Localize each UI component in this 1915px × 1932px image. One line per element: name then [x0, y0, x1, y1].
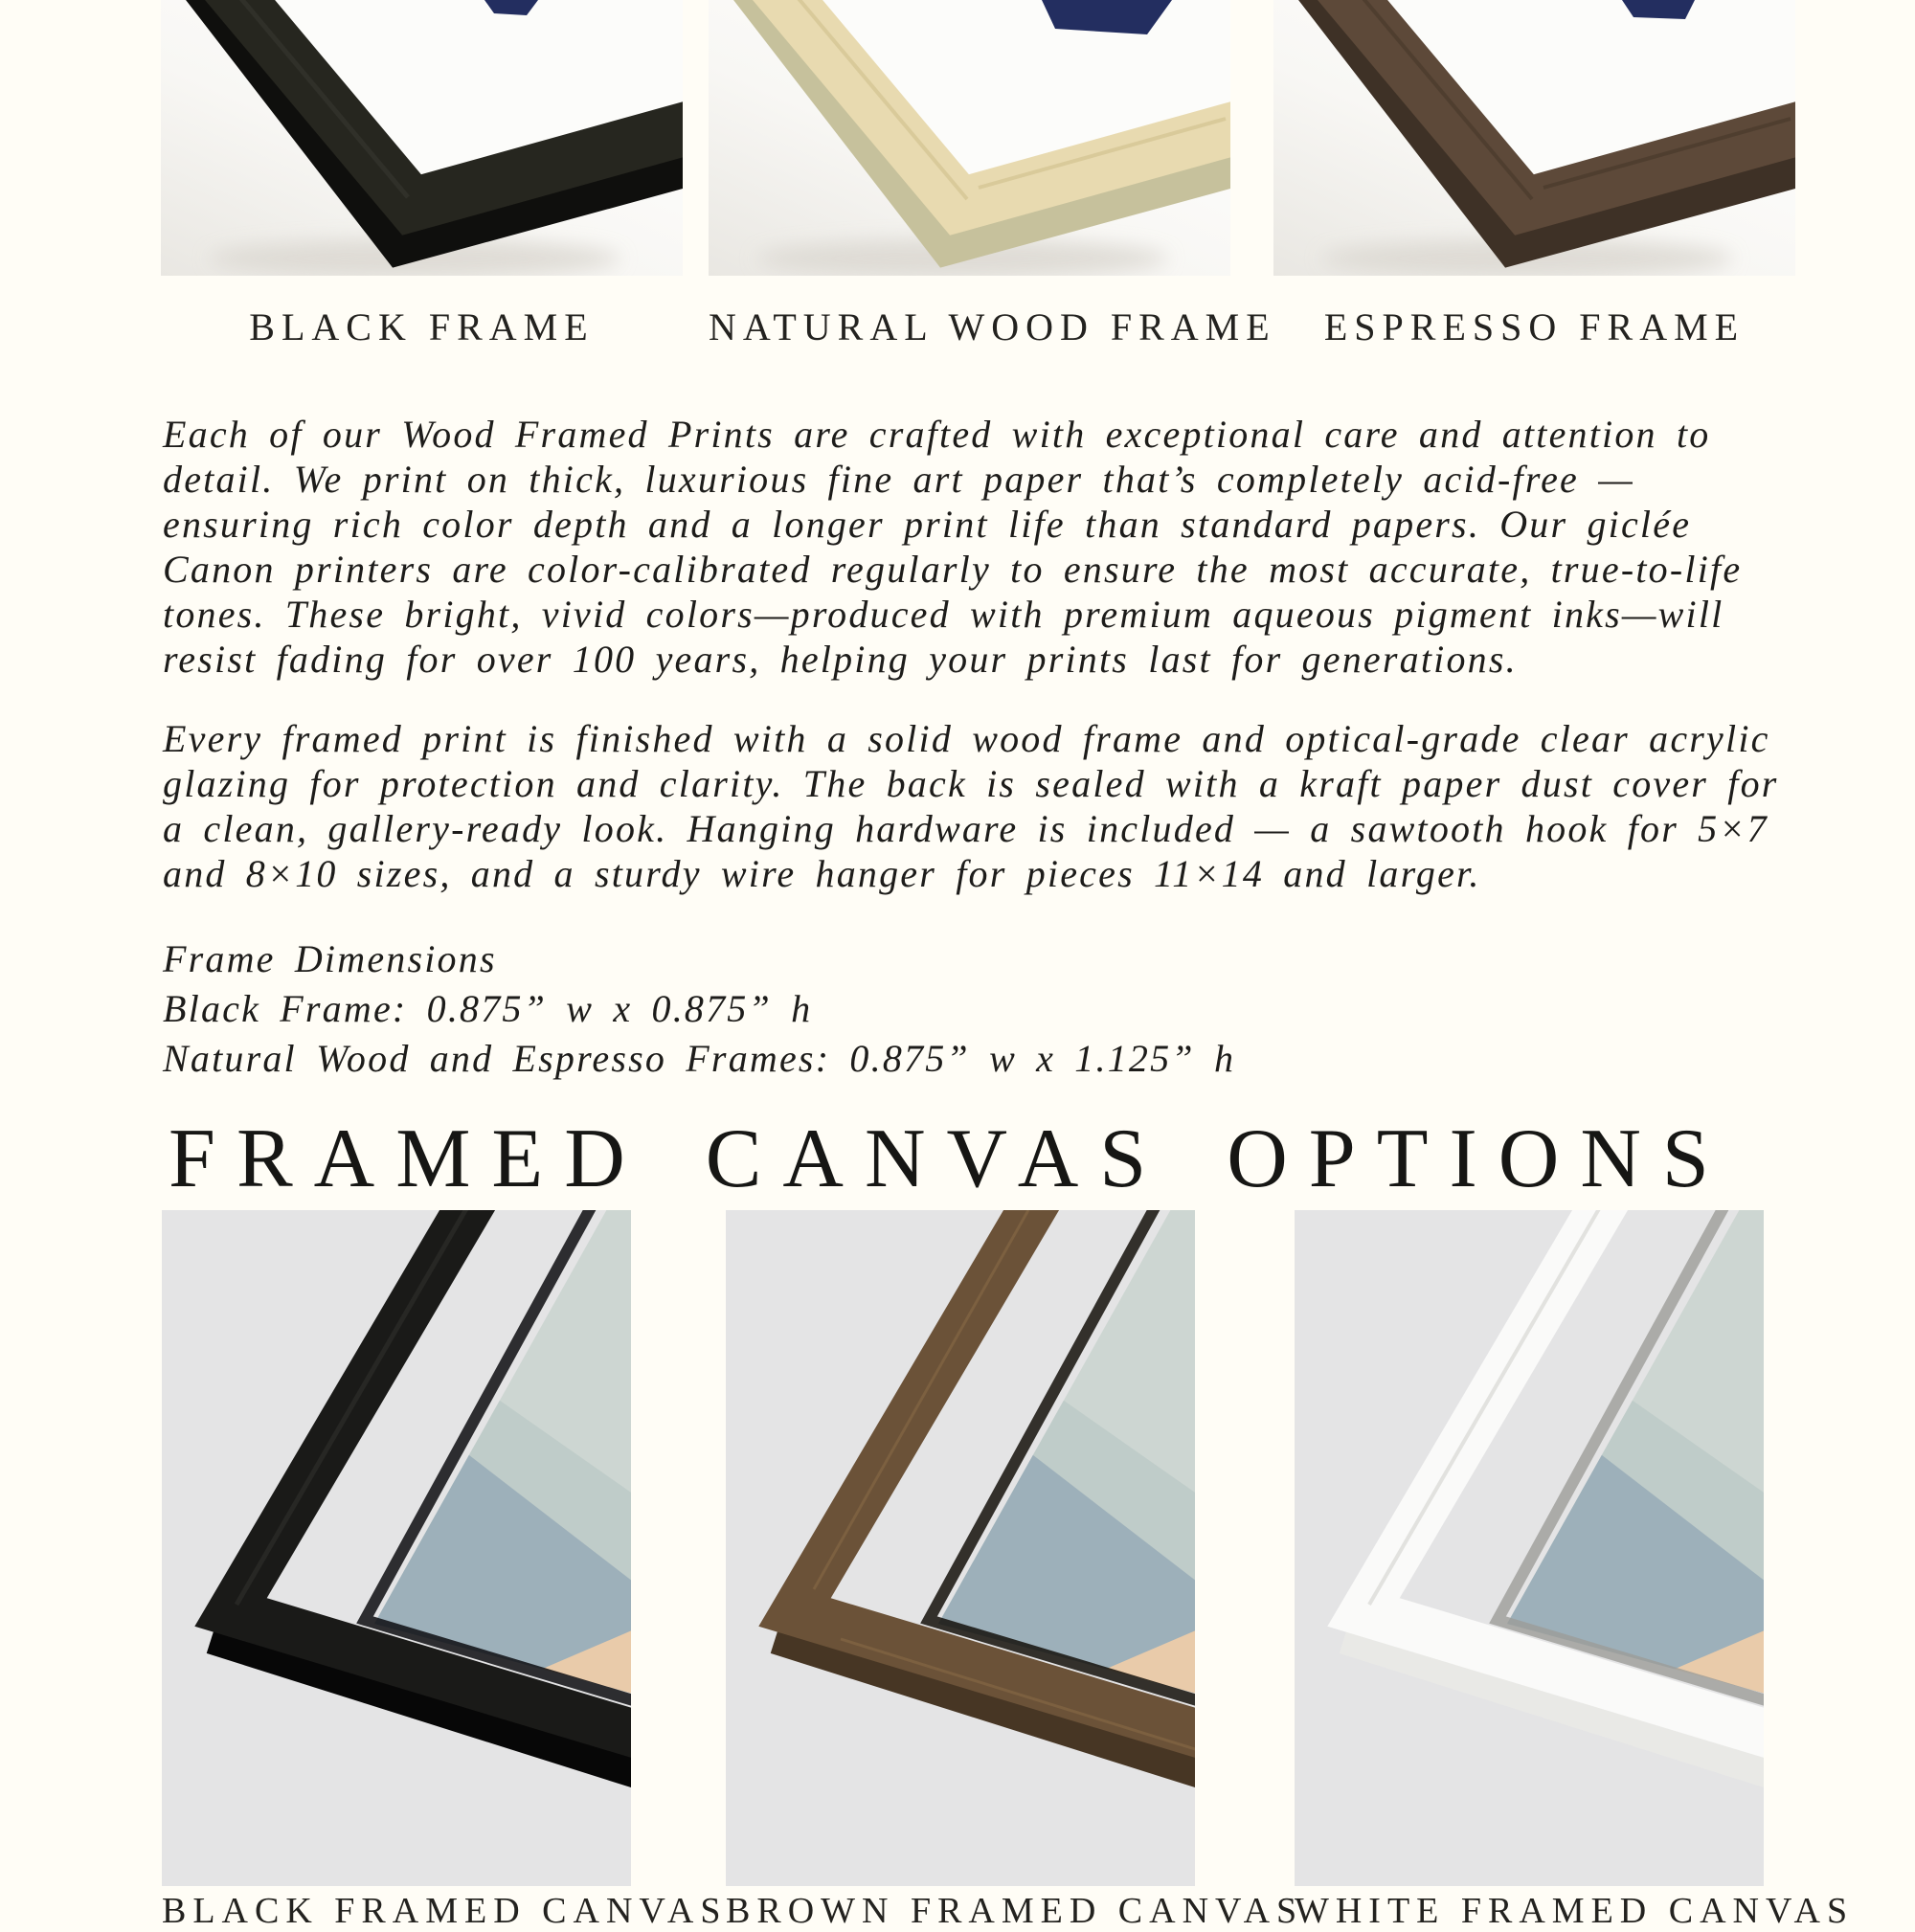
text-line: Black Frame: 0.875” w x 0.875” h	[163, 987, 813, 1030]
canvas-label-brown: BROWN FRAMED CANVAS	[726, 1891, 1304, 1931]
canvas-label-white: WHITE FRAMED CANVAS	[1295, 1891, 1855, 1931]
text-line: Every framed print is finished with a solid wood frame and optical-grade clear acrylic	[163, 717, 1770, 760]
framed-canvas-options-heading: FRAMED CANVAS OPTIONS	[169, 1112, 1730, 1205]
text-line: detail. We print on thick, luxurious fine art paper that’s completely acid-free —	[163, 458, 1634, 501]
wood-frame-photo-black	[161, 0, 683, 276]
text-line: Each of our Wood Framed Prints are crafted with exceptional care and attention to	[163, 413, 1711, 456]
frame-dimensions-block	[163, 934, 1791, 1084]
frame-label-black: BLACK FRAME	[249, 305, 595, 348]
text-line: Natural Wood and Espresso Frames: 0.875” w x 1.125” h	[163, 1037, 1236, 1080]
text-line: a clean, gallery-ready look. Hanging hardware is included — a sawtooth hook for 5×7	[163, 807, 1769, 850]
text-line: and 8×10 sizes, and a sturdy wire hanger for pieces 11×14 and larger.	[163, 852, 1481, 895]
text-line: ensuring rich color depth and a longer print life than standard papers. Our giclée	[163, 503, 1692, 546]
frame-dimensions-lines	[163, 984, 1791, 1084]
text-line: glazing for protection and clarity. The back is sealed with a kraft paper dust cover for	[163, 762, 1779, 805]
canvas-photo-white	[1295, 1210, 1764, 1886]
canvas-photo-black	[162, 1210, 631, 1886]
frame-dimensions-title: Frame Dimensions	[163, 937, 497, 980]
text-line: Canon printers are color-calibrated regularly to ensure the most accurate, true-to-life	[163, 548, 1743, 591]
frame-label-espresso: ESPRESSO FRAME	[1323, 305, 1746, 348]
canvas-label-black: BLACK FRAMED CANVAS	[162, 1891, 728, 1931]
description-paragraph-2	[163, 716, 1791, 896]
black-frame-corner-illustration	[161, 0, 683, 276]
frame-label-natural: NATURAL WOOD FRAME	[709, 305, 1276, 348]
espresso-frame-corner-illustration	[1273, 0, 1795, 276]
wood-frame-photo-espresso	[1273, 0, 1795, 276]
natural-wood-frame-corner-illustration	[709, 0, 1230, 276]
white-framed-canvas-illustration	[1295, 1210, 1764, 1886]
text-line: resist fading for over 100 years, helping your prints last for generations.	[163, 638, 1518, 681]
description-paragraph-1	[163, 412, 1791, 682]
text-line: tones. These bright, vivid colors—produced with premium aqueous pigment inks—will	[163, 593, 1724, 636]
brown-framed-canvas-illustration	[726, 1210, 1195, 1886]
wood-frame-photo-natural	[709, 0, 1230, 276]
black-framed-canvas-illustration	[162, 1210, 631, 1886]
canvas-photo-brown	[726, 1210, 1195, 1886]
